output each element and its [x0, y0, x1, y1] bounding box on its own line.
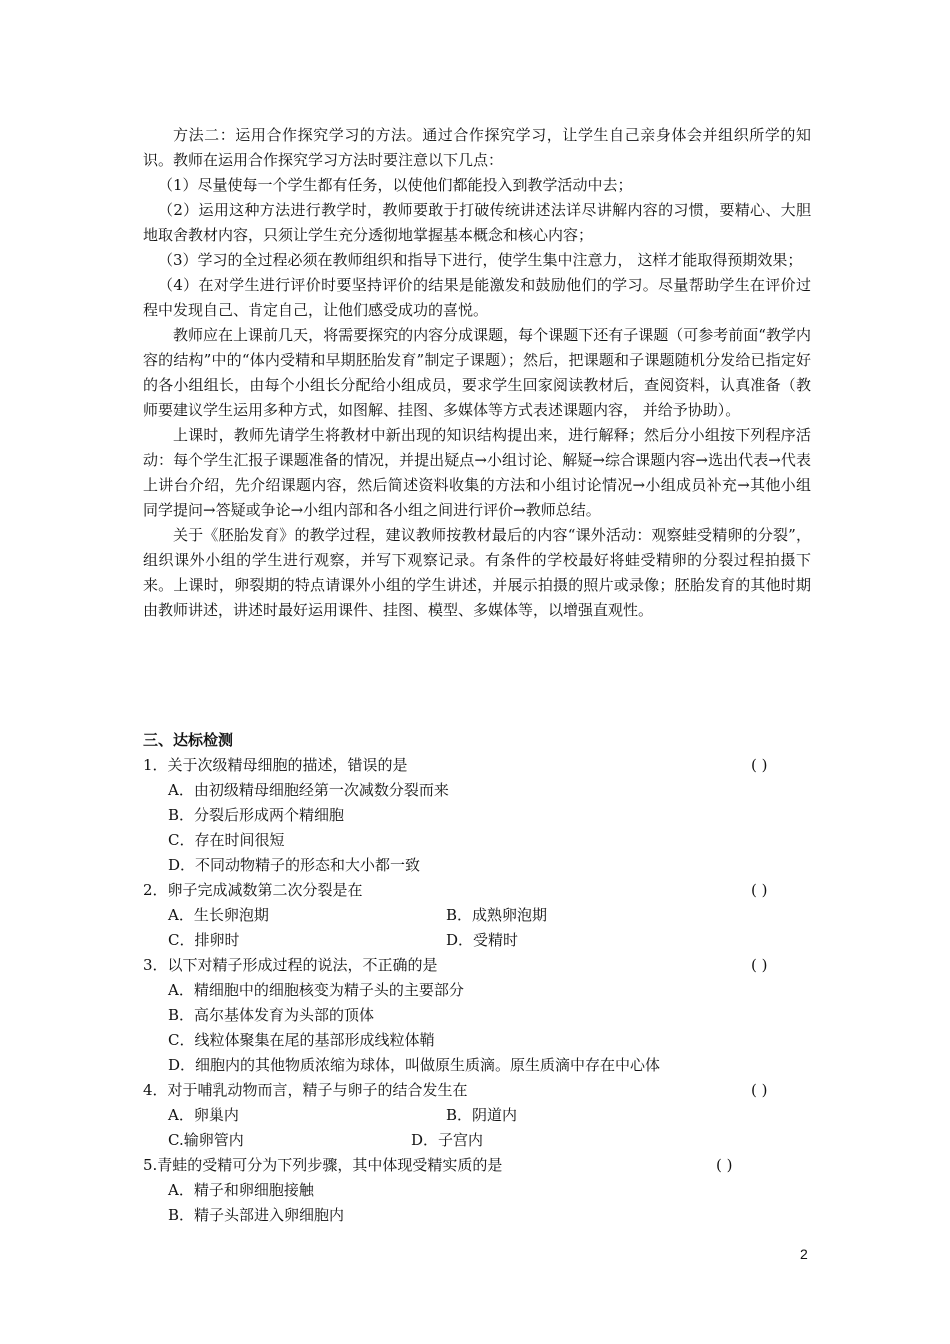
option-4c: C.输卵管内 [168, 1131, 244, 1149]
option-3b: B．高尔基体发育为头部的顶体 [168, 1006, 375, 1024]
question-stem: 4．对于哺乳动物而言，精子与卵子的结合发生在 [143, 1081, 468, 1099]
option-2a: A．生长卵泡期 [168, 906, 269, 924]
paragraph-preparation: 教师应在上课前几天，将需要探究的内容分成课题，每个课题下还有子课题（可参考前面“教学内容的结构”中的“体内受精和早期胚胎发育”制定子课题）；然后，把课题和子课题随机分发给已指定好的各小组组长，由每个小组长分配给小组成员，要求学生回家阅读教材后，查阅资料，认真准备（教师要建议学生运用多种方式，如图解、挂图、多媒体等方式表述课题内容， 并给予协助）。 [143, 326, 811, 419]
question-stem: 5.青蛙的受精可分为下列步骤，其中体现受精实质的是 [143, 1156, 503, 1174]
paragraph-embryo-development: 关于《胚胎发育》的教学过程，建议教师按教材最后的内容“课外活动：观察蛙受精卵的分裂”，组织课外小组的学生进行观察，并写下观察记录。有条件的学校最好将蛙受精卵的分裂过程拍摄下来。上课时，卵裂期的特点请课外小组的学生讲述，并展示拍摄的照片或录像；胚胎发育的其他时期由教师讲述，讲述时最好运用课件、挂图、模型、多媒体等，以增强直观性。 [143, 526, 811, 619]
paragraph-point-4: （4）在对学生进行评价时要坚持评价的结果是能激发和鼓励他们的学习。尽量帮助学生在评价过程中发现自己、肯定自己，让他们感受成功的喜悦。 [143, 276, 811, 319]
body-text [143, 123, 811, 623]
answer-bracket: ( ) [751, 881, 768, 899]
option-5a: A．精子和卵细胞接触 [168, 1181, 314, 1199]
paragraph-point-1: （1）尽量使每一个学生都有任务，以使他们都能投入到教学活动中去； [158, 176, 633, 194]
question-stem: 2．卵子完成减数第二次分裂是在 [143, 881, 363, 899]
option-4a: A．卵巢内 [168, 1106, 239, 1124]
paragraph-method-two: 方法二：运用合作探究学习的方法。通过合作探究学习，让学生自己亲身体会并组织所学的知识。教师在运用合作探究学习方法时要注意以下几点： [143, 126, 811, 169]
question-4 [143, 1078, 811, 1103]
option-1b: B．分裂后形成两个精细胞 [168, 806, 345, 824]
question-5 [143, 1153, 811, 1178]
question-2 [143, 878, 811, 903]
question-1 [143, 753, 811, 778]
option-3a: A．精细胞中的细胞核变为精子头的主要部分 [168, 981, 464, 999]
answer-bracket: ( ) [716, 1156, 733, 1174]
answer-bracket: ( ) [751, 1081, 768, 1099]
question-stem: 1．关于次级精母细胞的描述，错误的是 [143, 756, 408, 774]
option-1c: C．存在时间很短 [168, 831, 285, 849]
paragraph-point-3: （3）学习的全过程必须在教师组织和指导下进行，使学生集中注意力， 这样才能取得预期效果； [158, 251, 803, 269]
option-3d: D．细胞内的其他物质浓缩为球体，叫做原生质滴。原生质滴中存在中心体 [168, 1056, 661, 1074]
option-1d: D．不同动物精子的形态和大小都一致 [168, 856, 421, 874]
option-1a: A．由初级精母细胞经第一次减数分裂而来 [168, 781, 449, 799]
page-number: 2 [800, 1246, 808, 1262]
option-4b: B．阴道内 [446, 1106, 518, 1124]
question-3 [143, 953, 811, 978]
paragraph-class-procedure: 上课时，教师先请学生将教材中新出现的知识结构提出来，进行解释；然后分小组按下列程序活动：每个学生汇报子课题准备的情况，并提出疑点→小组讨论、解疑→综合课题内容→选出代表→代表上讲台介绍，先介绍课题内容，然后简述资料收集的方法和小组讨论情况→小组成员补充→其他小组同学提问→答疑或争论→小组内部和各小组之间进行评价→教师总结。 [143, 426, 811, 519]
option-2d: D．受精时 [446, 931, 519, 949]
option-5b: B．精子头部进入卵细胞内 [168, 1206, 345, 1224]
section-title: 三、达标检测 [143, 731, 234, 749]
answer-bracket: ( ) [751, 956, 768, 974]
option-2b: B．成熟卵泡期 [446, 906, 548, 924]
option-2c: C．排卵时 [168, 931, 240, 949]
question-stem: 3．以下对精子形成过程的说法，不正确的是 [143, 956, 438, 974]
option-3c: C．线粒体聚集在尾的基部形成线粒体鞘 [168, 1031, 435, 1049]
paragraph-point-2: （2）运用这种方法进行教学时，教师要敢于打破传统讲述法详尽讲解内容的习惯，要精心、大胆地取舍教材内容，只须让学生充分透彻地掌握基本概念和核心内容； [143, 201, 811, 244]
option-4d: D．子宫内 [411, 1131, 484, 1149]
answer-bracket: ( ) [751, 756, 768, 774]
